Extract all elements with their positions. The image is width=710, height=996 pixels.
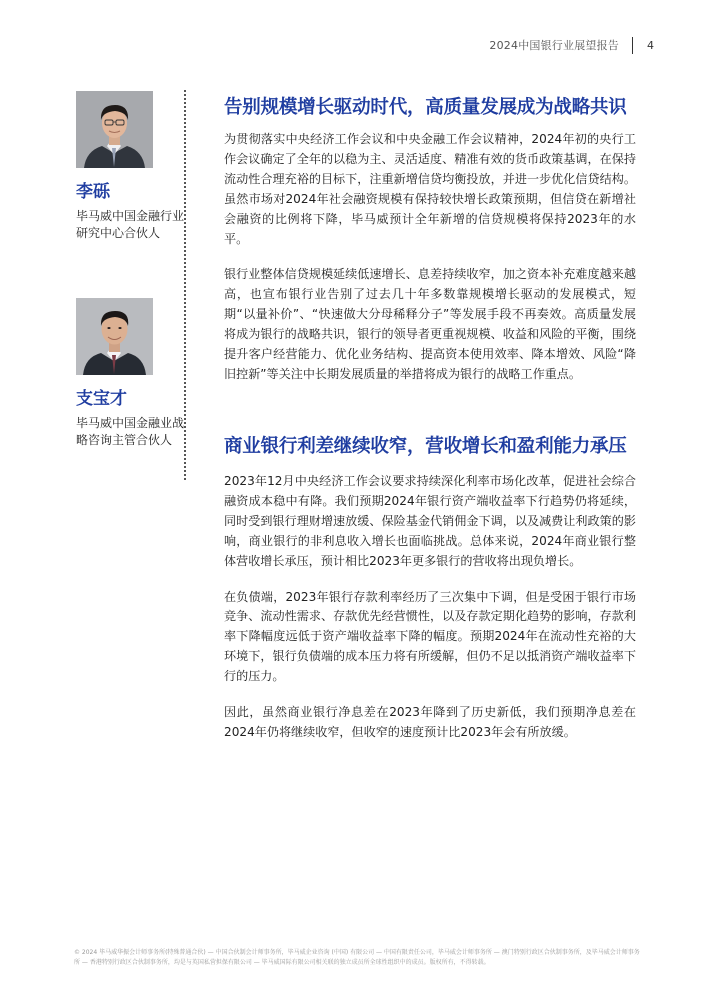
author-card [76,91,188,242]
author-role: 毕马威中国金融行业研究中心合伙人 [76,209,185,240]
copyright-footer: © 2024 毕马威华振会计师事务所(特殊普通合伙) — 中国合伙制会计师事务所，毕马威企业咨询 (中国) 有限公司 — 中国有限责任公司，毕马威会计师事务所 — 澳门特别行政区合伙制事务所，及毕马威会计师事务所 — 香港特别行政区合伙制事务所，均是与英国私营担保有限公司 — 毕马威国际有限公司相关联的独立成员所全球性组织中的成员。版权所有，不得转载。 [74,949,640,966]
paragraph: 为贯彻落实中央经济工作会议和中央金融工作会议精神，2024年初的央行工作会议确定了全年的以稳为主、灵活适度、精准有效的货币政策基调，在保持流动性合理充裕的目标下，注重新增信贷均衡投放，并进一步优化信贷结构。虽然市场对2024年社会融资规模有保持较快增长政策预期，但信贷在新增社会融资的比例将下降，毕马威预计全年新增的信贷规模将保持2023年的水平。 [224,132,636,246]
author-role: 毕马威中国金融业战略咨询主管合伙人 [76,416,185,447]
section-heading: 商业银行利差继续收窄，营收增长和盈利能力承压 [224,436,627,457]
section-heading: 告别规模增长驱动时代，高质量发展成为战略共识 [224,97,627,118]
header-divider [632,37,633,54]
author-photo [76,91,153,168]
paragraph: 在负债端，2023年银行存款利率经历了三次集中下调，但是受困于银行市场竞争、流动性需求、存款优先经营惯性，以及存款定期化趋势的影响，存款利率下降幅度远低于资产端收益率下降的幅度。预期2024年在流动性充裕的大环境下，银行负债端的成本压力将有所缓解，但仍不足以抵消资产端收益率下行的压力。 [224,589,636,684]
paragraph: 2023年12月中央经济工作会议要求持续深化利率市场化改革，促进社会综合融资成本稳中有降。我们预期2024年银行资产端收益率下行趋势仍将延续，同时受到银行理财增速放缓、保险基金代销佣金下调，以及减费让利政策的影响，商业银行的非利息收入增长也面临挑战。总体来说，2024年商业银行整体营收增长承压，预计相比2023年更多银行的营收将出现负增长。 [224,474,636,568]
paragraph: 因此，虽然商业银行净息差在2023年降到了历史新低，我们预期净息差在2024年仍将继续收窄，但收窄的速度预计比2023年会有所放缓。 [224,705,636,739]
paragraph: 银行业整体信贷规模延续低速增长、息差持续收窄，加之资本补充难度越来越高，也宣布银行业告别了过去几十年多数靠规模增长驱动的发展模式，短期“以量补价”、“快速做大分母稀释分子”等发展手段不再奏效。高质量发展将成为银行的战略共识，银行的领导者更重视规模、收益和风险的平衡，围绕提升客户经营能力、优化业务结构、提高资本使用效率、降本增效、风险“降旧控新”等关注中长期发展质量的举措将成为银行的战略工作重点。 [224,267,636,381]
page-number: 4 [647,38,654,52]
article-section [224,96,636,385]
page-header [489,37,654,53]
article-section [224,435,636,743]
author-card [76,298,188,449]
author-name: 支宝才 [76,389,127,409]
author-name: 李砾 [76,182,110,202]
report-title: 2024中国银行业展望报告 [489,39,619,52]
author-photo [76,298,153,375]
